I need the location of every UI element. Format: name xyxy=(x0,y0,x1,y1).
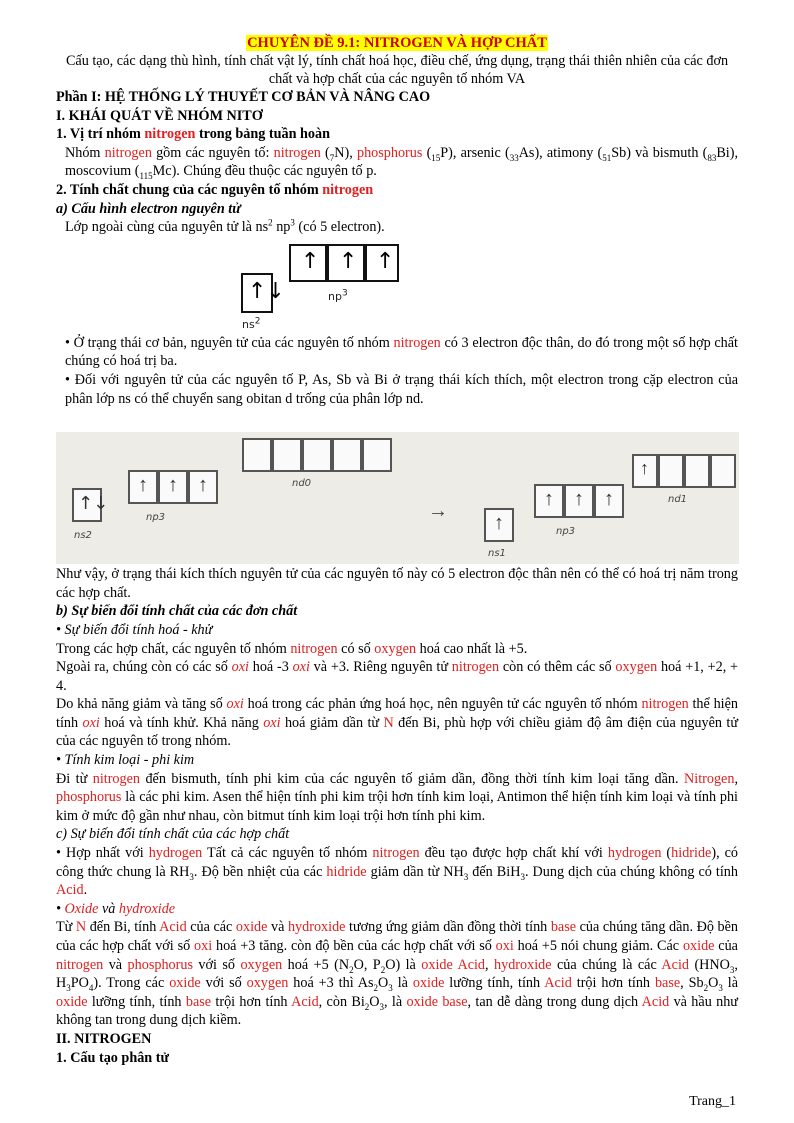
nd-box-2 xyxy=(272,438,302,472)
subsection-heading-1-2: 2. Tính chất chung của các nguyên tố nhóm nitrogen xyxy=(56,181,374,198)
ns1-label: ns1 xyxy=(488,548,506,559)
transition-arrow-icon: → xyxy=(428,500,448,522)
excitation-diagram-photo xyxy=(56,432,739,564)
paragraph-metal-trend: Đi từ nitrogen đến bismuth, tính phi kim của các nguyên tố giảm dần, đồng thời tính kim loại tăng dần. Nitrogen, phosphorus là các phi kim. Asen thể hiện tính phi kim trội hơn tính kim loại, Antimon thể hiện tính kim loại và tính phi kim ở mức độ gần như nhau, còn bitmut tính kim loại trội hơn tính phi kim. xyxy=(56,770,738,824)
np-orbital-box-3 xyxy=(365,244,399,282)
np-excited-box-2 xyxy=(564,484,594,518)
arrow-up-icon: ↑ xyxy=(138,474,148,496)
subheading-c: c) Sự biến đổi tính chất của các hợp chất xyxy=(56,826,290,843)
paragraph-oxidation-max: Trong các hợp chất, các nguyên tố nhóm nitrogen có số oxygen hoá cao nhất là +5. xyxy=(56,640,528,657)
ns2-label: ns2 xyxy=(74,530,92,541)
nd-box-4 xyxy=(332,438,362,472)
nd1-label: nd1 xyxy=(668,494,688,505)
arrow-up-icon: ↑ xyxy=(640,458,649,478)
section-heading-2: II. NITROGEN xyxy=(56,1030,152,1047)
subsection-heading-1-1: 1. Vị trí nhóm nitrogen trong bảng tuần hoàn xyxy=(56,126,330,143)
ns-orbital-box xyxy=(241,273,285,313)
paragraph-hydride: • Hợp nhất với hydrogen Tất cả các nguyên tố nhóm nitrogen đều tạo được hợp chất khí với hydrogen (hidride), có công thức chung là $RH_3$. Độ bền nhiệt của các hidride giảm dần từ $NH_3$ đến BiH$_3$. Dung dịch của chúng không có tính Acid. xyxy=(56,845,738,899)
ns1-box xyxy=(484,508,514,542)
np3-label: np3 xyxy=(146,512,166,523)
paragraph-group-members: Nhóm nitrogen gồm các nguyên tố: nitrogen $(_7N)$, phosphorus $(_{15}P)$, arsenic $(_{33}As)$, atimony $(_{51}Sb)$ và bismuth $(_{83}Bi)$, moscovium $(_{115}Mc)$. Chúng đều thuộc các nguyên tố p. xyxy=(65,144,739,182)
nd-box-1 xyxy=(242,438,272,472)
nd0-label: nd0 xyxy=(292,478,312,489)
nd-box-5 xyxy=(362,438,392,472)
paragraph-oxidation-other: Ngoài ra, chúng còn có các số oxi hoá -3 oxi và +3. Riêng nguyên tử nitrogen còn có thêm các số oxygen hoá +1, +2, + 4. xyxy=(56,659,739,694)
bullet-oxide-hydroxide: • Oxide và hydroxide xyxy=(56,900,176,917)
paragraph-valence-five: Như vậy, ở trạng thái kích thích nguyên tử của các nguyên tố này có 5 electron độc thân nên có thể có hoá trị năm trong các hợp chất. xyxy=(56,566,738,601)
paragraph-oxide-trend: Từ N đến Bi, tính Acid của các oxide và hydroxide tương ứng giảm dần đồng thời tính base của chúng tăng dần. Độ bền của các hợp chất với số oxi hoá +3 tăng. còn độ bền của các hợp chất với số oxi hoá +5 nói chung giảm. Các oxide của nitrogen và phosphorus với số oxygen hoá +5 ($N_2O$, $P_2O$) là oxide Acid, hydroxide của chúng là các Acid ($HNO_3$, $H_3PO_4$). Trong các oxide với số oxygen hoá +3 thì $As_2O_3$ là oxide lưỡng tính, tính Acid trội hơn tính base, $Sb_2O_3$ là oxide lưỡng tính, tính base trội hơn tính Acid, còn $Bi_2O_3$, là oxide base, tan dễ dàng trong dung dịch Acid và hầu như không tan trong dung dịch kiềm. xyxy=(56,919,738,1029)
paragraph-excited-state: • Đối với nguyên tử của các nguyên tố P, As, Sb và Bi ở trạng thái kích thích, một electron trong cặp electron của phân lớp ns có thể chuyển sang obitan d trống của phân lớp nd. xyxy=(65,371,738,407)
arrow-up-icon: ↑ xyxy=(198,474,208,496)
nd-excited-box-4 xyxy=(710,454,736,488)
paragraph-outer-shell: Lớp ngoài cùng của nguyên tử là $ns^2$ $np^3$ (có 5 electron). xyxy=(65,217,385,236)
paragraph-ground-state: • Ở trạng thái cơ bản, nguyên tử của các nguyên tố nhóm nitrogen có 3 electron độc thân, do đó trong một số hợp chất chúng có hoá trị ba. xyxy=(65,334,738,370)
np-box-2 xyxy=(158,470,188,504)
np-excited-box-1 xyxy=(534,484,564,518)
ns-label: $ns^2$ xyxy=(242,316,261,331)
subheading-b: b) Sự biến đổi tính chất của các đơn chất xyxy=(56,603,298,620)
arrow-up-icon: ↑ xyxy=(604,488,614,510)
arrow-up-icon: ↑ xyxy=(494,512,504,534)
arrow-up-icon: ↑ xyxy=(574,488,584,510)
ns2-box xyxy=(72,488,109,522)
paragraph-redox-trend: Do khả năng giảm và tăng số oxi hoá trong các phản ứng hoá học, nên nguyên tử các nguyên tố nhóm nitrogen thể hiện tính oxi hoá và tính khử. Khả năng oxi hoá giảm dần từ N đến Bi, phù hợp với chiều giảm độ âm điện của nguyên tử của các nguyên tố trong nhóm. xyxy=(56,696,739,750)
np-orbital-box-2 xyxy=(327,244,365,282)
bullet-redox: • Sự biến đổi tính hoá - khử xyxy=(56,621,213,638)
np3-excited-label: np3 xyxy=(556,526,576,537)
document-subtitle: Cấu tạo, các dạng thù hình, tính chất vật lý, tính chất hoá học, điều chế, ứng dụng, trạng thái thiên nhiên của các đơn chất và hợp chất của các nguyên tố nhóm VA xyxy=(65,53,729,87)
nd-excited-box-3 xyxy=(684,454,710,488)
document-title: CHUYÊN ĐỀ 9.1: NITROGEN VÀ HỢP CHẤT xyxy=(247,35,547,51)
page-number: Trang_1 xyxy=(689,1094,736,1109)
arrow-up-icon: ↑ xyxy=(168,474,178,496)
arrow-up-icon: ↑ xyxy=(544,488,554,510)
nd-box-3 xyxy=(302,438,332,472)
bullet-metal-nonmetal: • Tính kim loại - phi kim xyxy=(56,752,195,769)
np-orbital-box-1 xyxy=(289,244,327,282)
subheading-a: a) Cấu hình electron nguyên tử xyxy=(56,200,241,217)
part-heading: Phần I: HỆ THỐNG LÝ THUYẾT CƠ BẢN VÀ NÂNG CAO xyxy=(56,89,431,105)
arrow-up-icon: ↑ xyxy=(376,249,395,274)
nd-excited-box-2 xyxy=(658,454,684,488)
section-heading-1: I. KHÁI QUÁT VỀ NHÓM NITƠ xyxy=(56,107,263,124)
subsection-heading-2-1: 1. Cấu tạo phân tử xyxy=(56,1049,169,1066)
paired-arrows-icon: ↑↓ xyxy=(248,279,285,304)
np-box-1 xyxy=(128,470,158,504)
arrow-up-icon: ↑ xyxy=(339,249,358,274)
nd-excited-box-1 xyxy=(632,454,658,488)
np-label: $np^3$ xyxy=(328,288,348,303)
np-excited-box-3 xyxy=(594,484,624,518)
np-box-3 xyxy=(188,470,218,504)
paired-arrows-icon: ↑↓ xyxy=(78,493,109,514)
arrow-up-icon: ↑ xyxy=(301,249,320,274)
